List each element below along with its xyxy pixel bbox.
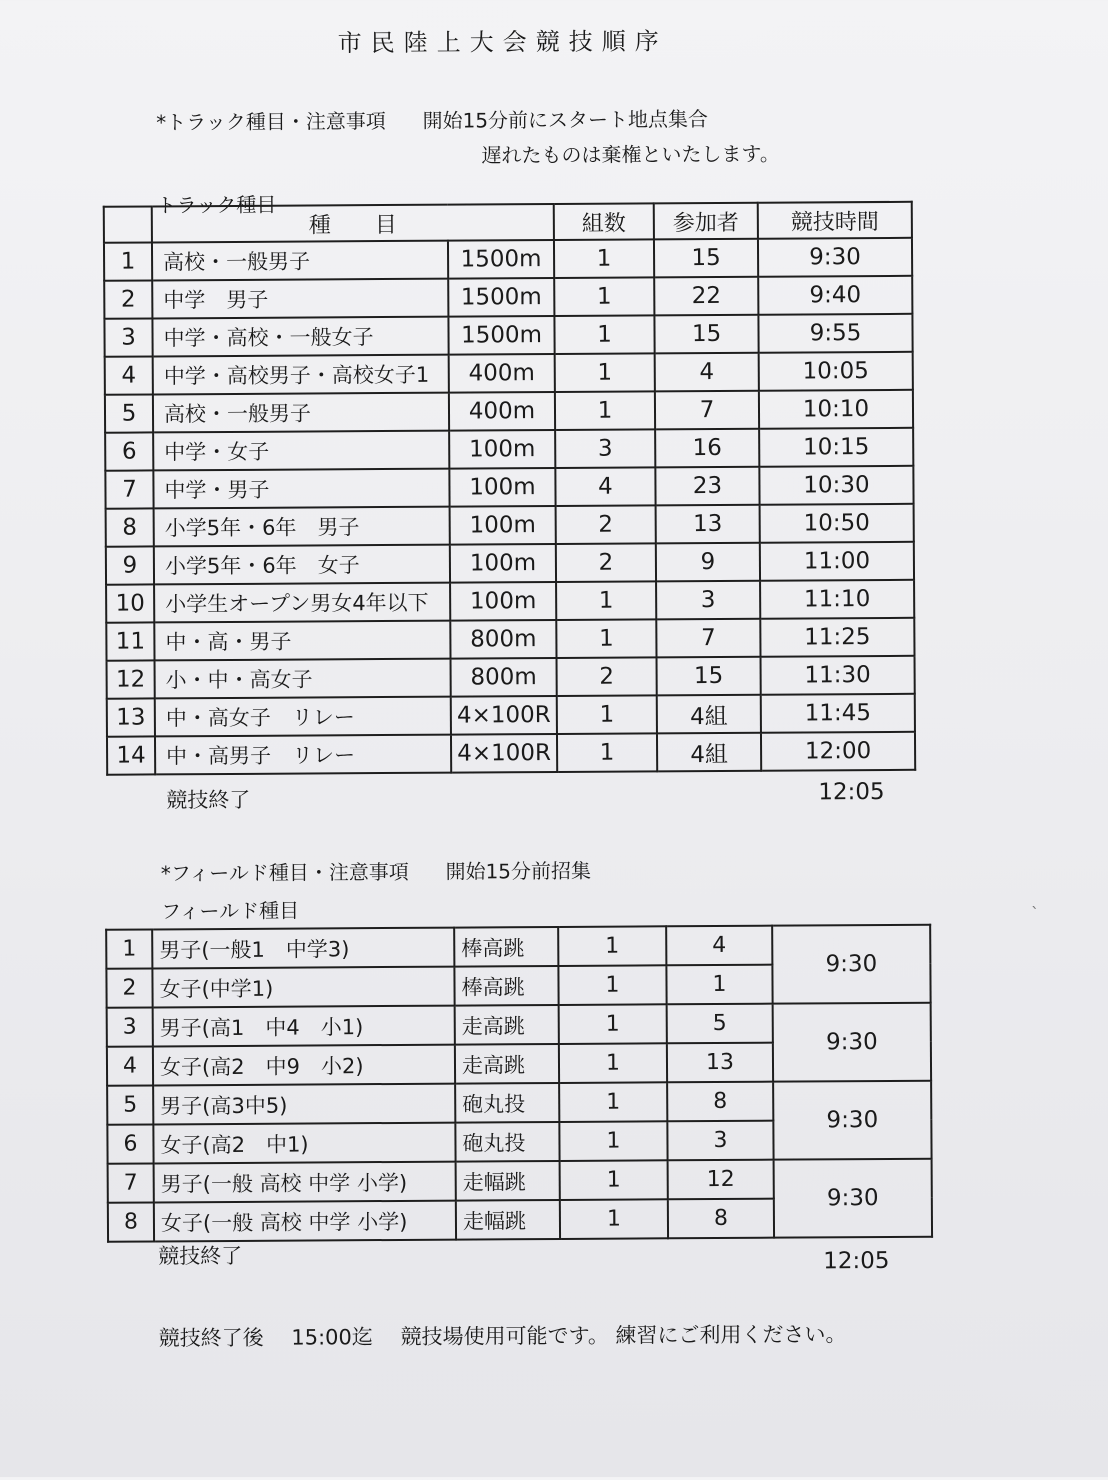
participant-count: 12 (668, 1160, 774, 1200)
row-number: 5 (107, 1085, 153, 1124)
event-distance: 1500m (448, 278, 554, 317)
track-header-no (104, 206, 152, 242)
participant-count: 22 (654, 277, 758, 316)
start-time: 9:30 (772, 925, 930, 1004)
footer-note: 競技終了後 15:00迄 競技場使用可能です。 練習にご利用ください。 (158, 1322, 847, 1351)
event-name: 小学生オープン男女4年以下 (154, 583, 450, 623)
field-section-label: フィールド種目 (160, 898, 300, 924)
participant-count: 13 (667, 1043, 773, 1083)
event-distance: 800m (450, 620, 556, 659)
group-count: 1 (560, 1199, 668, 1239)
start-time: 9:30 (758, 238, 912, 277)
event-distance: 100m (450, 506, 556, 545)
table-row (105, 466, 913, 509)
event-name: 男子(高3中5) (153, 1084, 455, 1125)
field-event: 棒高跳 (454, 966, 558, 1006)
group-count: 1 (554, 239, 654, 278)
event-distance: 100m (449, 468, 555, 507)
row-number: 3 (104, 318, 152, 356)
group-count: 1 (556, 581, 656, 620)
event-name: 中学・高校男子・高校女子1 (153, 355, 449, 395)
field-event: 砲丸投 (455, 1083, 559, 1123)
event-distance: 100m (449, 430, 555, 469)
table-row (108, 1159, 932, 1203)
track-header-row (104, 202, 912, 243)
event-name: 女子(高2 中9 小2) (153, 1045, 455, 1086)
row-number: 5 (105, 394, 153, 432)
pen-mark-icon: ˎ (1030, 890, 1040, 910)
event-distance: 100m (450, 544, 556, 583)
table-row (104, 238, 912, 281)
participant-count: 9 (656, 543, 760, 582)
field-event: 砲丸投 (455, 1122, 559, 1162)
participant-count: 1 (666, 965, 772, 1005)
event-name: 高校・一般男子 (152, 241, 448, 281)
group-count: 2 (556, 543, 656, 582)
event-name: 女子(高2 中1) (153, 1123, 455, 1164)
field-end-label: 競技終了 (158, 1243, 243, 1269)
field-notice-line1: 開始15分前招集 (445, 858, 592, 884)
participant-count: 16 (655, 429, 759, 468)
group-count: 1 (559, 1043, 667, 1083)
field-event: 走高跳 (455, 1044, 559, 1084)
row-number: 1 (104, 242, 152, 280)
group-count: 1 (559, 1121, 667, 1161)
group-count: 2 (557, 657, 657, 696)
participant-count: 8 (667, 1082, 773, 1122)
participant-count: 4組 (657, 733, 761, 772)
document-title: 市民陸上大会競技順序 (337, 27, 668, 58)
event-name: 中学・高校・一般女子 (152, 317, 448, 357)
table-row (105, 390, 913, 433)
group-count: 1 (559, 1004, 667, 1044)
row-number: 8 (106, 508, 154, 546)
row-number: 7 (108, 1163, 154, 1202)
row-number: 4 (107, 1046, 153, 1085)
start-time: 11:25 (760, 618, 914, 657)
participant-count: 23 (655, 467, 759, 506)
row-number: 13 (107, 698, 155, 736)
group-count: 1 (554, 277, 654, 316)
participant-count: 15 (657, 657, 761, 696)
track-section-label: トラック種目 (156, 192, 277, 218)
track-notice-label: *トラック種目・注意事項 (156, 109, 386, 135)
track-notice-line2: 遅れたものは棄権といたします。 (481, 141, 780, 168)
participant-count: 4 (666, 926, 772, 966)
group-count: 3 (555, 429, 655, 468)
start-time: 12:00 (761, 732, 915, 771)
group-count: 1 (559, 1082, 667, 1122)
table-row (104, 314, 912, 357)
table-row (105, 352, 913, 395)
row-number: 10 (106, 584, 154, 622)
start-time: 10:30 (759, 466, 913, 505)
row-number: 9 (106, 546, 154, 584)
event-distance: 400m (449, 392, 555, 431)
participant-count: 3 (656, 581, 760, 620)
table-row (106, 504, 914, 547)
group-count: 2 (556, 505, 656, 544)
event-distance: 100m (450, 582, 556, 621)
table-row (107, 656, 915, 699)
event-name: 女子(一般 高校 中学 小学) (154, 1201, 456, 1242)
row-number: 11 (106, 622, 154, 660)
field-table (105, 924, 933, 1243)
start-time: 10:05 (759, 352, 913, 391)
group-count: 1 (560, 1160, 668, 1200)
start-time: 9:30 (773, 1003, 931, 1082)
field-event: 走高跳 (455, 1005, 559, 1045)
table-row (107, 694, 915, 737)
event-name: 女子(中学1) (152, 967, 454, 1008)
table-row (107, 732, 915, 775)
start-time: 11:00 (760, 542, 914, 581)
start-time: 9:30 (773, 1081, 931, 1160)
event-name: 中・高男子 リレー (155, 735, 451, 775)
track-table (103, 201, 916, 776)
field-event: 走幅跳 (456, 1200, 560, 1240)
group-count: 1 (557, 695, 657, 734)
participant-count: 4 (655, 353, 759, 392)
event-distance: 4×100R (451, 696, 557, 735)
row-number: 8 (108, 1202, 154, 1241)
event-distance: 1500m (448, 316, 554, 355)
participant-count: 8 (668, 1199, 774, 1239)
track-header-event: 種 目 (152, 204, 554, 242)
event-distance: 800m (451, 658, 557, 697)
table-row (106, 618, 914, 661)
event-name: 中・高・男子 (154, 621, 450, 661)
start-time: 11:45 (761, 694, 915, 733)
row-number: 12 (107, 660, 155, 698)
event-name: 男子(一般1 中学3) (152, 928, 454, 969)
table-row (107, 1081, 931, 1125)
event-name: 中学 男子 (152, 279, 448, 319)
event-name: 男子(一般 高校 中学 小学) (154, 1162, 456, 1203)
row-number: 2 (106, 968, 152, 1007)
row-number: 2 (104, 280, 152, 318)
group-count: 1 (558, 965, 666, 1005)
table-row (107, 1003, 931, 1047)
row-number: 1 (106, 929, 152, 968)
event-distance: 1500m (448, 240, 554, 279)
group-count: 1 (556, 619, 656, 658)
track-notice-line1: 開始15分前にスタート地点集合 (422, 107, 709, 133)
event-name: 中学・女子 (153, 431, 449, 471)
field-table-body (106, 925, 932, 1242)
start-time: 10:50 (760, 504, 914, 543)
event-distance: 4×100R (451, 734, 557, 773)
group-count: 4 (555, 467, 655, 506)
participant-count: 5 (667, 1004, 773, 1044)
row-number: 14 (107, 736, 155, 774)
participant-count: 4組 (657, 695, 761, 734)
start-time: 9:30 (774, 1159, 932, 1238)
table-row (105, 428, 913, 471)
event-name: 高校・一般男子 (153, 393, 449, 433)
field-notice-label: *フィールド種目・注意事項 (160, 859, 409, 886)
start-time: 9:55 (758, 314, 912, 353)
participant-count: 15 (654, 239, 758, 278)
field-event: 棒高跳 (454, 927, 558, 967)
start-time: 11:10 (760, 580, 914, 619)
track-header-time: 競技時間 (758, 202, 912, 239)
event-name: 中・高女子 リレー (155, 697, 451, 737)
row-number: 6 (105, 432, 153, 470)
event-name: 中学・男子 (153, 469, 449, 509)
track-end-label: 競技終了 (166, 787, 251, 813)
participant-count: 7 (656, 619, 760, 658)
track-notice (156, 103, 708, 135)
event-name: 男子(高1 中4 小1) (153, 1006, 455, 1047)
field-notice (161, 855, 591, 887)
row-number: 4 (105, 356, 153, 394)
start-time: 9:40 (758, 276, 912, 315)
table-row (106, 925, 930, 969)
group-count: 1 (554, 315, 654, 354)
event-name: 小・中・高女子 (155, 659, 451, 699)
group-count: 1 (555, 391, 655, 430)
participant-count: 7 (655, 391, 759, 430)
row-number: 6 (107, 1124, 153, 1163)
group-count: 1 (557, 733, 657, 772)
row-number: 3 (107, 1007, 153, 1046)
event-distance: 400m (449, 354, 555, 393)
group-count: 1 (555, 353, 655, 392)
table-row (104, 276, 912, 319)
participant-count: 3 (667, 1121, 773, 1161)
participant-count: 15 (654, 315, 758, 354)
table-row (106, 542, 914, 585)
track-table-body (104, 238, 915, 775)
start-time: 10:10 (759, 390, 913, 429)
table-row (106, 580, 914, 623)
field-event: 走幅跳 (456, 1161, 560, 1201)
start-time: 11:30 (761, 656, 915, 695)
event-name: 小学5年・6年 男子 (154, 507, 450, 547)
track-end-time: 12:05 (818, 778, 885, 806)
track-header-groups: 組数 (554, 203, 654, 240)
row-number: 7 (105, 470, 153, 508)
participant-count: 13 (656, 505, 760, 544)
event-name: 小学5年・6年 女子 (154, 545, 450, 585)
field-end-time: 12:05 (823, 1247, 890, 1275)
start-time: 10:15 (759, 428, 913, 467)
track-header-participants: 参加者 (654, 203, 758, 240)
group-count: 1 (558, 926, 666, 966)
